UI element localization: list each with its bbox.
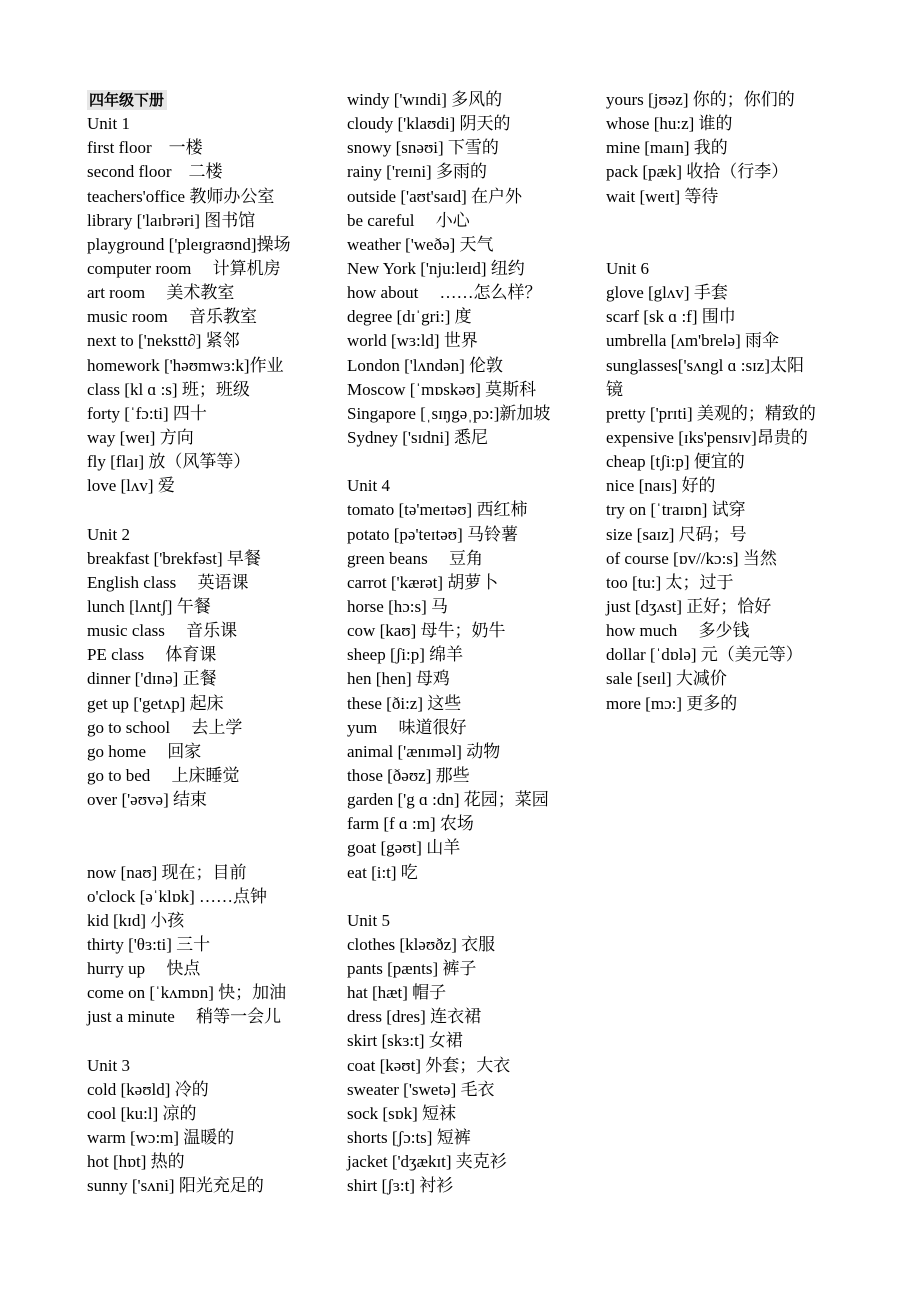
blank-line [87, 812, 337, 836]
vocab-entry: playground ['pleɪgraʊnd]操场 [87, 234, 291, 254]
vocab-entry: glove [glʌv] 手套 [606, 283, 728, 303]
vocab-entry: computer room 计算机房 [87, 258, 281, 278]
vocab-entry: over ['əʊvə] 结束 [87, 790, 208, 810]
vocab-entry: goat [gəʊt] 山羊 [347, 838, 461, 858]
vocab-entry: pretty ['prɪti] 美观的；精致的 [606, 403, 816, 423]
vocab-entry: Moscow [ˈmɒskəʊ] 莫斯科 [347, 379, 537, 399]
vocab-entry: these [ði:z] 这些 [347, 693, 462, 713]
vocab-entry: yours [jʊəz] 你的；你们的 [606, 90, 795, 109]
vocab-entry: clothes [kləʊðz] 衣服 [347, 934, 496, 954]
vocab-entry: tomato [tə'meɪtəʊ] 西红柿 [347, 500, 528, 520]
vocab-entry: wait [weɪt] 等待 [606, 186, 719, 206]
vocab-entry: skirt [skɜ:t] 女裙 [347, 1031, 463, 1051]
vocab-entry: hat [hæt] 帽子 [347, 983, 447, 1003]
vocab-entry: too [tu:] 太；过于 [606, 572, 734, 592]
vocab-entry: try on [ˈtraɪɒn] 试穿 [606, 500, 746, 520]
vocab-entry: 镜 [606, 379, 623, 399]
vocab-entry: horse [hɔ:s] 马 [347, 596, 449, 616]
vocab-entry: world [wɜ:ld] 世界 [347, 331, 478, 351]
vocab-entry: pack [pæk] 收拾（行李） [606, 162, 789, 182]
vocab-entry: get up ['getʌp] 起床 [87, 693, 224, 713]
blank-line [606, 209, 856, 233]
vocab-entry: cool [ku:l] 凉的 [87, 1103, 197, 1123]
vocab-entry: dress [dres] 连衣裙 [347, 1007, 482, 1027]
vocab-entry: fly [flaɪ] 放（风筝等） [87, 452, 251, 472]
vocab-entry: cold [kəʊld] 冷的 [87, 1079, 209, 1099]
vocab-entry: now [naʊ] 现在；目前 [87, 862, 247, 882]
unit-heading: Unit 4 [347, 476, 390, 496]
vocab-entry: eat [i:t] 吃 [347, 862, 418, 882]
vocab-entry: music class 音乐课 [87, 621, 238, 641]
vocab-entry: New York ['nju:leɪd] 纽约 [347, 258, 525, 278]
unit-heading: Unit 1 [87, 114, 130, 134]
vocab-entry: sale [seɪl] 大减价 [606, 669, 727, 689]
vocab-entry: degree [dɪˈgri:] 度 [347, 307, 472, 327]
vocab-entry: pants [pænts] 裤子 [347, 959, 477, 979]
vocab-entry: whose [hu:z] 谁的 [606, 114, 733, 134]
vocab-entry: warm [wɔ:m] 温暖的 [87, 1128, 235, 1148]
vocab-entry: homework ['həʊmwɜ:k]作业 [87, 355, 284, 375]
vocab-entry: nice [naɪs] 好的 [606, 476, 716, 496]
vocab-entry: thirty ['θɜ:ti] 三十 [87, 934, 211, 954]
vocab-entry: o'clock [əˈklɒk] ……点钟 [87, 886, 268, 906]
vocab-entry: be careful 小心 [347, 210, 470, 230]
vocab-entry: weather ['weðə] 天气 [347, 234, 494, 254]
vocab-entry: coat [kəʊt] 外套；大衣 [347, 1055, 511, 1075]
vocab-entry: kid [kɪd] 小孩 [87, 910, 185, 930]
blank-line [87, 836, 337, 860]
vocab-entry: those [ðəʊz] 那些 [347, 765, 470, 785]
vocab-entry: Singapore [ˌsɪŋgəˌpɔ:]新加坡 [347, 403, 551, 423]
vocab-entry: jacket ['dʒækɪt] 夹克衫 [347, 1152, 507, 1172]
vocab-entry: of course [ɒv//kɔ:s] 当然 [606, 548, 777, 568]
vocab-column-3 [606, 88, 856, 716]
grade-title-row [87, 88, 337, 112]
vocab-entry: outside ['aʊt'saɪd] 在户外 [347, 186, 523, 206]
vocab-entry: cheap [tʃi:p] 便宜的 [606, 452, 745, 472]
vocab-entry: farm [f ɑ :m] 农场 [347, 814, 474, 834]
vocab-entry: carrot ['kærət] 胡萝卜 [347, 572, 499, 592]
vocab-entry: how about ……怎么样？ [347, 283, 542, 303]
vocab-entry: hurry up 快点 [87, 959, 201, 979]
vocab-column-1 [87, 88, 337, 1198]
vocab-entry: lunch [lʌntʃ] 午餐 [87, 596, 211, 616]
vocab-entry: sheep [ʃi:p] 绵羊 [347, 645, 464, 665]
vocab-entry: hen [hen] 母鸡 [347, 669, 450, 689]
blank-line [347, 885, 597, 909]
unit-heading: Unit 6 [606, 258, 649, 278]
vocab-entry: scarf [sk ɑ :f] 围巾 [606, 307, 736, 327]
blank-line [347, 450, 597, 474]
vocab-entry: way [weɪ] 方向 [87, 427, 194, 447]
vocab-entry: go to school 去上学 [87, 717, 243, 737]
vocab-entry: come on [ˈkʌmɒn] 快；加油 [87, 983, 287, 1003]
vocab-entry: mine [maɪn] 我的 [606, 138, 728, 158]
vocab-entry: Sydney ['sɪdni] 悉尼 [347, 427, 488, 447]
vocab-entry: class [kl ɑ :s] 班；班级 [87, 379, 250, 399]
unit-heading: Unit 2 [87, 524, 130, 544]
vocab-entry: rainy ['reɪni] 多雨的 [347, 162, 487, 182]
vocab-entry: teachers'office 教师办公室 [87, 186, 275, 206]
vocab-entry: sock [sɒk] 短袜 [347, 1103, 456, 1123]
vocab-entry: green beans 豆角 [347, 548, 483, 568]
blank-line [87, 1029, 337, 1053]
unit-heading: Unit 3 [87, 1055, 130, 1075]
vocab-entry: breakfast ['brekfəst] 早餐 [87, 548, 261, 568]
blank-line [606, 233, 856, 257]
vocab-entry: umbrella [ʌm'brelə] 雨伞 [606, 331, 780, 351]
vocab-entry: go to bed 上床睡觉 [87, 765, 240, 785]
vocab-entry: potato [pə'teɪtəʊ] 马铃薯 [347, 524, 519, 544]
vocab-entry: just [dʒʌst] 正好；恰好 [606, 596, 772, 616]
vocab-entry: dollar [ˈdɒlə] 元（美元等） [606, 645, 803, 665]
vocab-entry: dinner ['dɪnə] 正餐 [87, 669, 217, 689]
vocab-entry: garden ['g ɑ :dn] 花园；菜园 [347, 790, 549, 810]
vocab-entry: first floor 一楼 [87, 138, 203, 158]
vocab-entry: windy ['wɪndi] 多风的 [347, 90, 503, 109]
vocab-entry: yum 味道很好 [347, 717, 467, 737]
vocab-entry: library ['laɪbrəri] 图书馆 [87, 210, 256, 230]
vocab-entry: shorts [ʃɔ:ts] 短裤 [347, 1128, 471, 1148]
vocab-column-2 [347, 88, 597, 1198]
vocab-entry: hot [hɒt] 热的 [87, 1152, 185, 1172]
vocab-entry: how much 多少钱 [606, 621, 750, 641]
vocab-entry: second floor 二楼 [87, 162, 223, 182]
vocab-entry: cloudy ['klaʊdi] 阴天的 [347, 114, 511, 134]
vocab-entry: snowy [snəʊi] 下雪的 [347, 138, 499, 158]
vocab-entry: love [lʌv] 爱 [87, 476, 175, 496]
vocab-entry: cow [kaʊ] 母牛；奶牛 [347, 621, 506, 641]
vocab-entry: shirt [ʃɜ:t] 衬衫 [347, 1176, 454, 1196]
blank-line [87, 498, 337, 522]
unit-heading: Unit 5 [347, 910, 390, 930]
vocab-entry: forty [ˈfɔ:ti] 四十 [87, 403, 207, 423]
vocab-entry: go home 回家 [87, 741, 202, 761]
vocab-entry: art room 美术教室 [87, 283, 235, 303]
vocab-entry: sunglasses['sʌngl ɑ :sɪz]太阳 [606, 355, 804, 375]
vocab-entry: more [mɔ:] 更多的 [606, 693, 738, 713]
vocab-entry: PE class 体育课 [87, 645, 217, 665]
vocab-entry: sweater ['swetə] 毛衣 [347, 1079, 495, 1099]
vocab-entry: English class 英语课 [87, 572, 249, 592]
vocab-entry: size [saɪz] 尺码；号 [606, 524, 747, 544]
grade-title: 四年级下册 [87, 90, 167, 110]
vocab-entry: just a minute 稍等一会儿 [87, 1007, 282, 1027]
vocab-entry: sunny ['sʌni] 阳光充足的 [87, 1176, 264, 1196]
vocab-entry: animal ['ænɪməl] 动物 [347, 741, 501, 761]
vocab-entry: music room 音乐教室 [87, 307, 257, 327]
vocab-entry: next to ['nekstt∂] 紧邻 [87, 331, 240, 351]
vocab-entry: London ['lʌndən] 伦敦 [347, 355, 504, 375]
vocab-entry: expensive [ɪks'pensɪv]昂贵的 [606, 427, 808, 447]
